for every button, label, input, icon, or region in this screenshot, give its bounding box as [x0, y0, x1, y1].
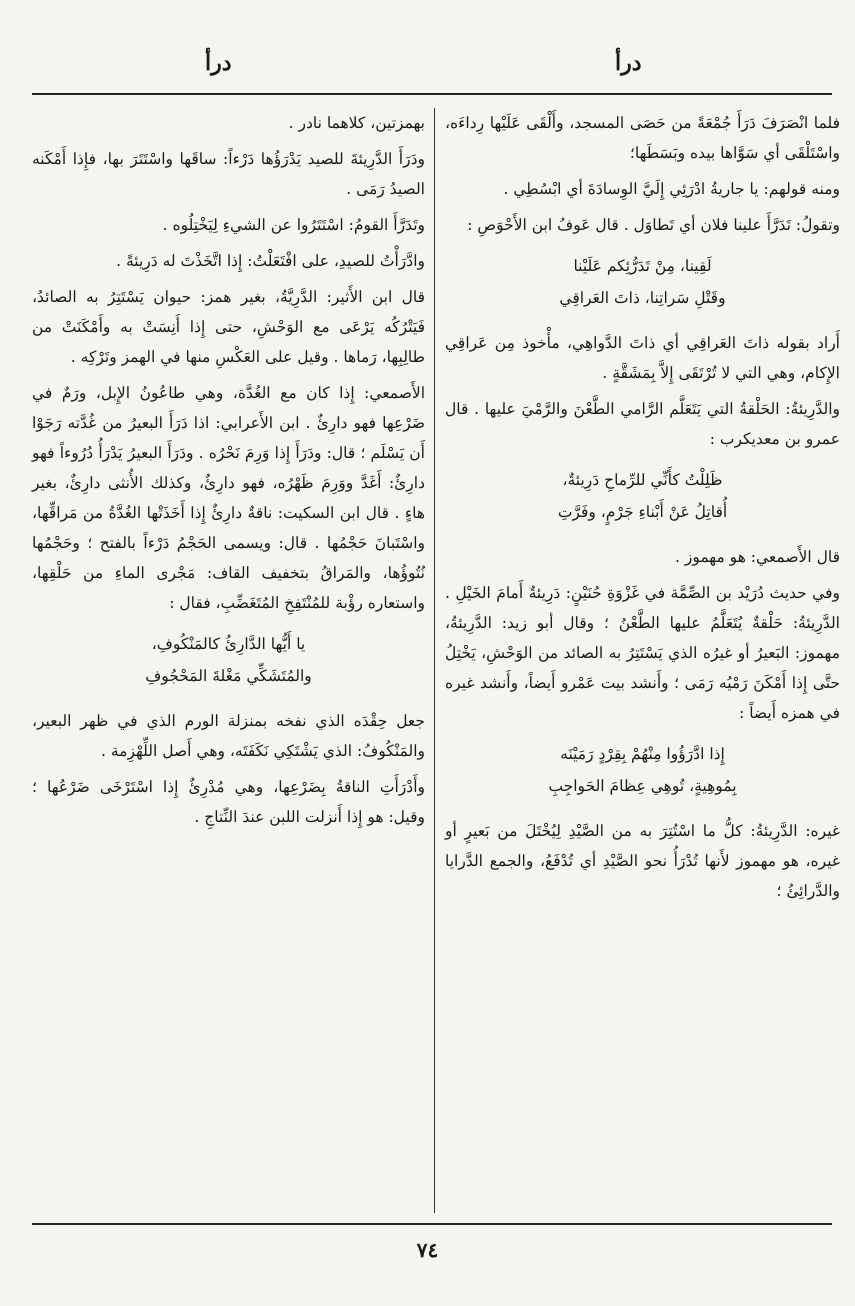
verse — [445, 738, 840, 802]
verse-line: لَقِينا، مِنْ تَدَرُّئِكم عَلَيْنا — [573, 257, 712, 275]
verse-line: أُقاتِلُ عَنْ أَبْناءِ جَرْمٍ، وفَرَّتِ — [557, 503, 728, 521]
verse-line: والمُتَشَكِّي مَغْلةَ المَحْجُوفِ — [145, 667, 312, 685]
verse-line: بِمُوهِيةٍ، تُوهِي عِظامَ الحَواجِبِ — [548, 777, 737, 795]
verse — [32, 628, 425, 692]
header-rule — [32, 93, 832, 95]
paragraph: ودَرَأَ الدَّرِيئةَ للصيد يَدْرَؤُها دَرْءاً: ساقَها واسْتَتَرَ بها، فإِذا أَمْكَنه الصيدُ رَمَى . — [32, 150, 425, 198]
footer-rule — [32, 1223, 832, 1225]
verse-line: ظَلِلْتُ كأَنِّي للرِّماحِ دَرِيئةٌ، — [562, 471, 723, 489]
paragraph: وادَّرَأْتُ للصيدِ، على افْتَعَلْتُ: إِذا اتَّخَذْتَ له دَرِيئةً . — [116, 252, 425, 270]
paragraph: قال ابن الأَثير: الدَّرِيَّةُ، بغير همز: حيوان يَسْتَتِرُ به الصائدُ، فَيَتْرُكُه يَرْعَى مع الوَحْشِ، حتى إِذا أَنِسَتْ به وأَمْكَنَتْ من طالِبِها، رَماها . وقيل على العَكْسِ منها في الهمز وتَرْكِه . — [32, 288, 425, 366]
paragraph: بهمزتين، كلاهما نادر . — [288, 114, 425, 132]
paragraph: غيره: الدَّرِيئةُ: كلُّ ما اسْتُتِرَ به من الصَّيْدِ لِيُخْتَلَ من بَعيرٍ أو غيره، هو مهموز لأَنها تُدْرَأُ نحو الصَّيْدِ أي تُدْفَعُ، والجمع الدَّرايا والدَّرائِئُ ؛ — [445, 822, 840, 900]
paragraph: والدَّرِيئةُ: الحَلْقةُ التي يَتَعَلَّم الرَّامي الطَّعْنَ والرَّمْيَ عليها . قال عمرو بن معديكرب : — [445, 400, 840, 448]
verse-line: إِذا ادَّرَؤُوا مِنْهُمْ بِقِرْدٍ رَمَيْنَه — [560, 745, 725, 763]
running-head-left: درأ — [205, 50, 232, 76]
column-divider — [434, 108, 435, 1213]
verse — [445, 250, 840, 314]
paragraph: وفي حديث دُرَيْد بن الصِّمَّة في غَزْوَةِ حُنَيْنٍ: دَرِيئةٌ أَمامَ الخَيْلِ . الدَّرِيئةُ: حَلْقةٌ يُتَعَلَّمُ عليها الطَّعْنُ ؛ وقال أبو زيد: الدَّرِيئةُ، مهموز: البَعيرُ أو غيرُه الذي يَسْتَتِرُ به الصائد من الوَحْشِ، يَخْتِلُ حتَّى إِذا أَمْكَنَ رَمْيُه رَمَى ؛ وأَنشد بيت عَمْرو أَيضاً، وأَنشد غيره في همزه أَيضاً : — [445, 584, 840, 722]
paragraph: وتقولُ: تَدَرَّأَ علينا فلان أي تَطاوَل . قال عَوفُ ابن الأَحْوَصِ : — [467, 216, 840, 234]
paragraph: وأَدْرَأَتِ الناقةُ بِضَرْعِها، وهي مُدْرِئٌ إِذا اسْتَرْخَى ضَرْعُها ؛ وقيل: هو إِذا أَنزلت اللبن عندَ النِّتاجِ . — [32, 778, 425, 826]
paragraph: الأَصمعي: إِذا كان مع الغُدَّة، وهي طاعُونُ الإِبل، ورَمٌ في ضَرْعِها فهو دارِئٌ . ابن الأَعرابي: اذا دَرَأَ البعيرُ من غُدَّته رَجَوْا أَن يَسْلَم ؛ قال: ودَرَأَ إِذا وَرِمَ نَحْرُه . ودَرَأَ البعيرُ يَدْرَأُ دُرُوءاً فهو دارِئٌ: أَغَدَّ ووَرِمَ ظَهْرُه، فهو دارِئٌ، وكذلك الأُنثى دارِئٌ، بغير هاءٍ . قال ابن السكيت: ناقةٌ دارِئٌ إِذا أَخَذَتْها الغُدَّةُ من مَراقِّها، واسْتَبانَ حَجْمُها . قال: ويسمى الحَجْمُ دَرْءاً بالفتح ؛ وحَجْمُها نُتُوؤُها، والمَراقُ بتخفيف القاف: مَجْرى الماءِ من حَلْقِها، واستعاره رؤْبة للمُنْتَفِخِ المُتَغَضِّبِ، فقال : — [32, 384, 425, 612]
left-column — [32, 108, 425, 838]
right-column — [445, 108, 840, 912]
verse-line: وقَتْلِ سَراتِنا، ذاتَ العَراقِي — [559, 289, 726, 307]
running-head-right: درأ — [615, 50, 642, 76]
verse-line: يا أَيُّها الدَّارِئُ كالمَنْكُوفِ، — [151, 635, 306, 653]
page-number: ٧٤ — [416, 1238, 439, 1262]
paragraph: أَراد بقوله ذاتَ العَراقِي أي ذاتَ الدَّواهِي، مأْخوذ مِن عَراقِي الإِكام، وهي التي لا تُرْتَقَى إِلاَّ بِمَشَقَّةٍ . — [445, 334, 840, 382]
paragraph: قال الأَصمعي: هو مهموز . — [675, 548, 840, 566]
paragraph: وتَدَرَّأَ القومُ: اسْتَتَرُوا عن الشيءِ لِيَخْتِلُوه . — [162, 216, 425, 234]
paragraph: ومنه قولهم: يا جاريةُ ادْرَئِي إِلَيَّ الوِسادَةَ أي ابْسُطِي . — [503, 180, 840, 198]
paragraph: فلما انْصَرَفَ دَرَأَ جُمْعَةً من حَصَى المسجد، وأَلْقَى عَلَيْها رِداءَه، واسْتَلْقَى أي سَوَّاها بيده وبَسَطَها؛ — [445, 114, 840, 162]
verse — [445, 464, 840, 528]
paragraph: جعل حِقْدَه الذي نفخه بمنزلة الورم الذي في ظهر البعير، والمَنْكُوفُ: الذي يَشْتَكِي نَكَفَتَه، وهي أَصل اللِّهْزِمة . — [32, 712, 425, 760]
